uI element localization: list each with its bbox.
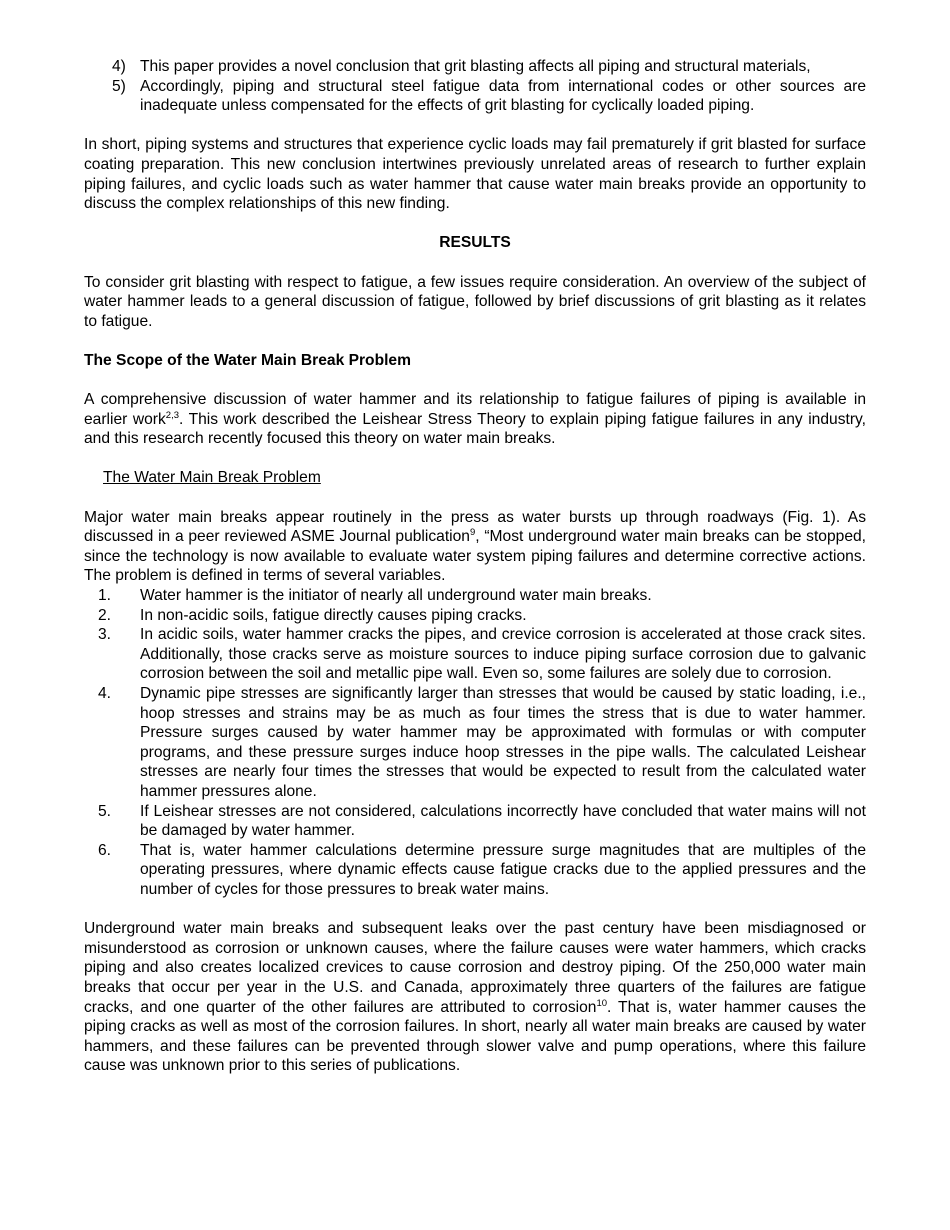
citation: 10 — [596, 997, 608, 1009]
subheading: The Water Main Break Problem — [103, 469, 321, 487]
paragraph-major — [84, 508, 866, 586]
list-item-text: That is, water hammer calculations determine pressure surge magnitudes that are multiples of the operating pressures, where dynamic effects cause fatigue cracks due to the applied pressures and the number of cycles for those pressures to break water mains. — [140, 841, 866, 898]
list-item — [84, 841, 866, 900]
list-item-text: Water hammer is the initiator of nearly all underground water main breaks. — [140, 587, 652, 605]
intro-list — [84, 57, 866, 116]
list-item-number: 2. — [98, 606, 112, 624]
list-item — [84, 802, 866, 841]
text-run: . This work described the Leishear Stress Theory to explain piping fatigue failures in any industry, and this research recently focused this theory on water main breaks. — [84, 410, 866, 448]
list-item-number: 5. — [98, 802, 112, 820]
list-item-number: 6. — [98, 841, 112, 859]
list-item-number: 4) — [112, 58, 126, 75]
paragraph-short: In short, piping systems and structures that experience cyclic loads may fail prematurely if grit blasted for surface coating preparation. This new conclusion intertwines previously unrelated areas of research to further explain piping failures, and cyclic loads such as water hammer that cause water main breaks provide an opportunity to discuss the complex relationships of this new finding. — [84, 136, 866, 213]
list-item — [84, 77, 866, 116]
list-item-text: In non-acidic soils, fatigue directly causes piping cracks. — [140, 606, 527, 624]
text-run: . That is, water hammer causes the piping cracks as well as most of the corrosion failures. In short, nearly all water main breaks are caused by water hammers, and these failures can be prevented through slower valve and pump operations, where this failure cause was unknown prior to this series of publications. — [84, 998, 866, 1075]
text-run: Underground water main breaks and subsequent leaks over the past century have been misdiagnosed or misunderstood as corrosion or unknown causes, where the failure causes were water hammers, which cracks piping and also creates localized crevices to cause corrosion and destroy piping. Of the 250,000 water main breaks that occur per year in the U.S. and Canada, approximately three quarters of the failures are fatigue cracks, and one quarter of the other failures are attributed to corrosion — [84, 920, 866, 1016]
citation: 9 — [469, 527, 476, 539]
scope-heading: The Scope of the Water Main Break Problem — [84, 351, 411, 369]
text-run: Major water main breaks appear routinely in the press as water bursts up through roadways (Fig. 1). As discussed in a peer reviewed ASME Journal publication — [84, 508, 866, 546]
variables-list — [84, 586, 866, 900]
paragraph-consider: To consider grit blasting with respect to fatigue, a few issues require consideration. An overview of the subject of water hammer leads to a general discussion of fatigue, followed by brief discussions of grit blasting as it relates to fatigue. — [84, 273, 866, 330]
paragraph-comprehensive — [84, 390, 866, 449]
paragraph-underground — [84, 919, 866, 1076]
list-item — [84, 606, 866, 626]
list-item-number: 3. — [98, 626, 112, 644]
list-item — [84, 57, 866, 77]
list-item-text: This paper provides a novel conclusion that grit blasting affects all piping and structural materials, — [140, 58, 811, 75]
text-run: , “Most underground water main breaks can be stopped, since the technology is now available to evaluate water system piping failures and determine corrective actions. The problem is defined in terms of several variables. — [84, 528, 866, 585]
list-item-number: 5) — [112, 77, 126, 95]
text-run: A comprehensive discussion of water hammer and its relationship to fatigue failures of piping is available in earlier work — [84, 391, 866, 428]
list-item — [84, 586, 866, 606]
list-item-number: 4. — [98, 685, 112, 702]
list-item-number: 1. — [98, 587, 112, 605]
list-item — [84, 684, 866, 802]
list-item — [84, 625, 866, 684]
list-item-text: In acidic soils, water hammer cracks the pipes, and crevice corrosion is accelerated at those crack sites. Additionally, those cracks serve as moisture sources to induce piping surface corrosion due to galvanic corrosion between the soil and metallic pipe wall. Even so, some failures are solely due to corrosion. — [140, 626, 866, 683]
results-heading: RESULTS — [439, 234, 511, 252]
citation: 2,3 — [165, 409, 179, 421]
list-item-text: Dynamic pipe stresses are significantly larger than stresses that would be caused by static loading, i.e., hoop stresses and strains may be as much as four times the stress that is due to water hammer. Pressure surges caused by water hammer may be approximated with formulas or with computer programs, and these pressure surges induce hoop stresses in the pipe walls. The calculated Leishear stresses are nearly four times the stresses that would be expected to result from the calculated water hammer pressures alone. — [140, 685, 866, 800]
list-item-text: Accordingly, piping and structural steel fatigue data from international codes or other sources are inadequate unless compensated for the effects of grit blasting for cyclically loaded piping. — [140, 77, 866, 115]
page-body — [84, 57, 866, 1076]
list-item-text: If Leishear stresses are not considered, calculations incorrectly have concluded that water mains will not be damaged by water hammer. — [140, 802, 866, 840]
